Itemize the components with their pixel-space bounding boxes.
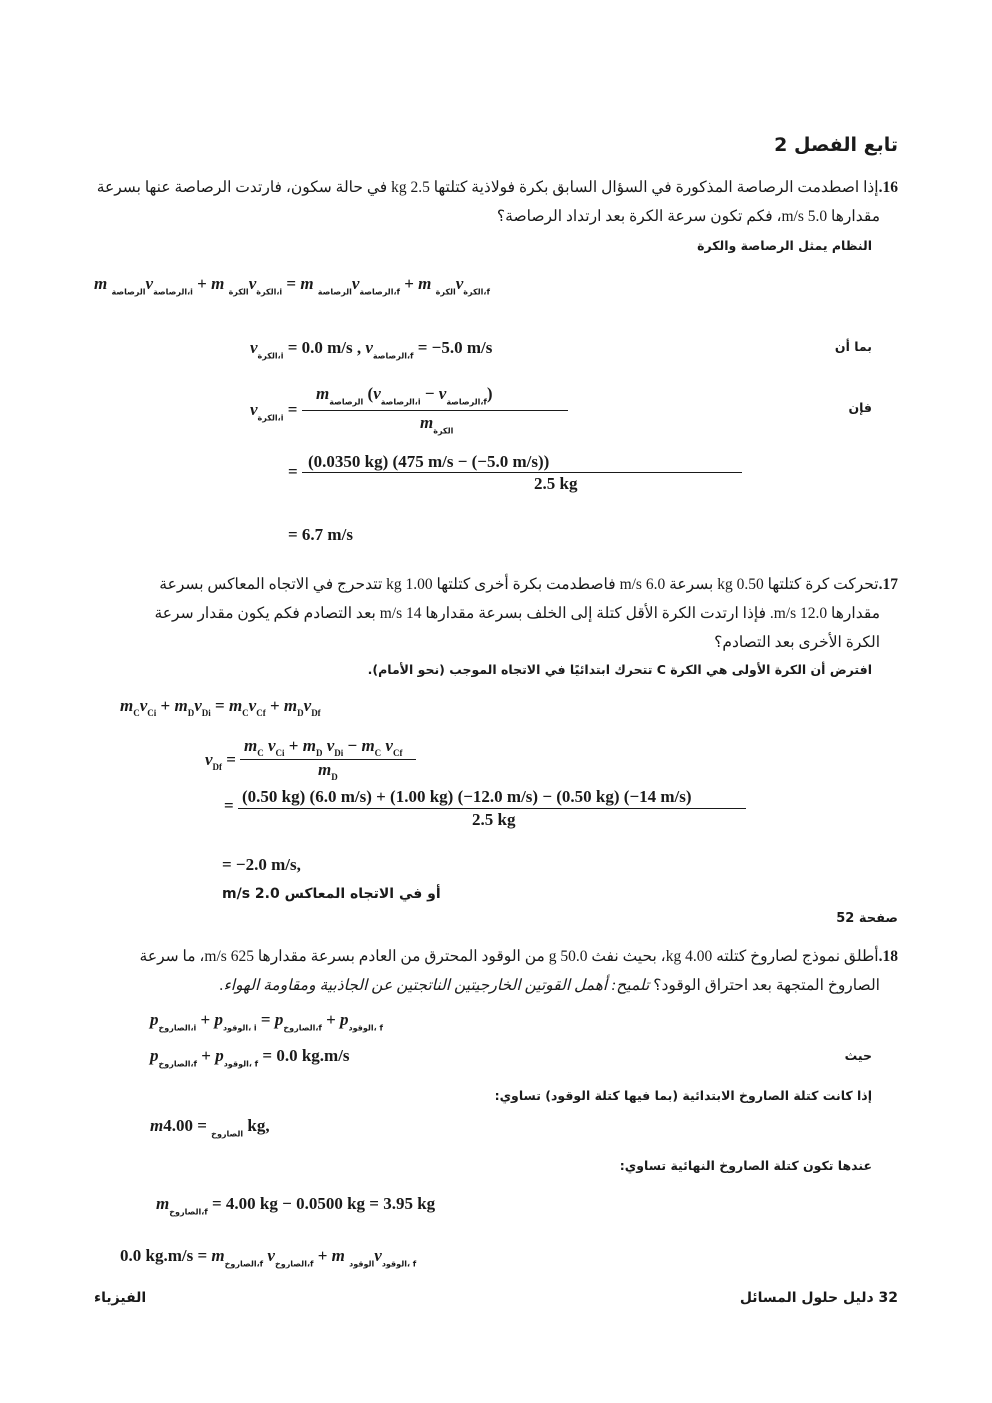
initial-mass-note: إذا كانت كتلة الصاروخ الابتدائية (بما فيها كتلة الوقود) تساوي: [494, 1088, 872, 1103]
solved-velocity-denominator: $m_{الكرة}$ [420, 413, 454, 436]
question-16-text [86, 173, 898, 231]
final-mass-equation: $m_{الصاروخ،f} = 4.00$ kg − 0.0500 kg = 3.95 kg [156, 1194, 436, 1217]
solved-velocity-lhs: $v_{Df}$ = [205, 750, 236, 772]
equals-sign: = [288, 462, 298, 481]
question-text-line: مقدارها 5.0 m/s، فكم تكون سرعة الكرة بعد ارتداد الرصاصة؟ [496, 208, 880, 225]
assumption-note: افترض أن الكرة الأولى هي الكرة C تتحرك ابتدائيًا في الاتجاه الموجب (نحو الأمام). [367, 662, 872, 677]
given-values-equation: $v_{الكرة،i} = 0.0$ m/s , $v_{الرصاصة،f} = -5.0$ m/s [250, 338, 493, 361]
solved-velocity-denominator: $m_D$ [318, 760, 338, 782]
question-text-line: إذا اصطدمت الرصاصة المذكورة في السؤال السابق بكرة فولاذية كتلتها 2.5 kg في حالة سكون، فارتدت الرصاصة عنها بسرعة [96, 179, 879, 196]
substitution-denominator: 2.5 kg [534, 474, 578, 493]
momentum-equation: $p_{الصاروخ،i} + p_{الوقود، i} = p_{الصاروخ،f} + p_{الوقود، f}$ [150, 1010, 383, 1033]
question-17-text [86, 570, 898, 657]
footer-page-label: 32 دليل حلول المسائل [739, 1290, 898, 1306]
question-text-line: الكرة الأخرى بعد التصادم؟ [714, 634, 880, 651]
question-18-text [86, 942, 898, 1000]
solved-velocity-lhs: $v_{الكرة،i}$ = [250, 400, 298, 423]
label-then: فإن [848, 400, 872, 415]
result-equation: = 6.7 m/s [288, 525, 353, 544]
page-reference: صفحة 52 [836, 911, 898, 926]
chapter-title: تابع الفصل 2 [774, 134, 898, 156]
question-text-line: الصاروخ المتجهة بعد احتراق الوقود؟ [649, 977, 880, 994]
footer-subject: الفيزياء [94, 1290, 147, 1306]
final-velocity-equation: 0.0 $kg.m/s = m_{الصاروخ،f}$ $v_{الصاروخ،f} + m$ $_{الوقود}v_{الوقود، f}$ [120, 1246, 417, 1269]
question-number: 18. [878, 948, 898, 965]
question-text-line: مقدارها 12.0 m/s. فإذا ارتدت الكرة الأقل كتلة إلى الخلف بسرعة مقدارها 14 m/s بعد التصادم فكم يكون مقدار سرعة [154, 605, 880, 622]
question-text-line: أطلق نموذج لصاروخ كتلته 4.00 kg، بحيث نفث 50.0 g من الوقود المحترق من العادم بسرعة مقدارها 625 m/s، ما سرعة [139, 948, 879, 965]
hint-text: تلميح: أهمل القوتين الخارجيتين الناتجتين عن الجاذبية ومقاومة الهواء. [219, 977, 650, 994]
solved-velocity-numerator: $m_{الرصاصة}$ $(v_{الرصاصة،i} - v_{الرصاصة،f})$ [316, 384, 493, 407]
momentum-equation: m $_{الرصاصة}v_{الرصاصة،i} + m$ $_{الكرة}v_{الكرة،i} = m$ $_{الرصاصة}v_{الرصاصة،f} + m$ $_{الكرة}v_{الكرة،f}$ [94, 274, 490, 297]
question-text-line: تحركت كرة كتلتها 0.50 kg بسرعة 6.0 m/s فاصطدمت بكرة أخرى كتلتها 1.00 kg تتدحرج في الاتجاه المعاكس بسرعة [159, 576, 879, 593]
substitution-numerator: (0.0350 kg) (475 m/s − (−5.0 m/s)) [308, 452, 550, 471]
momentum-equation: $m_Cv_{Ci} + m_Dv_{Di} = m_Cv_{Cf} + m_Dv_{Df}$ [120, 696, 321, 718]
system-note: النظام يمثل الرصاصة والكرة [697, 238, 872, 253]
label-where: حيث [844, 1048, 872, 1063]
solved-velocity-numerator: $m_C$ $v_{Ci} + m_D$ $v_{Di} - m_C$ $v_{Cf}$ [244, 736, 403, 758]
substitution-denominator: 2.5 kg [472, 810, 516, 829]
question-number: 17. [878, 576, 898, 593]
label-since: بما أن [834, 339, 872, 354]
fraction-bar [302, 410, 568, 411]
fraction-bar [302, 472, 742, 473]
question-number: 16. [878, 179, 898, 196]
fraction-bar [238, 808, 746, 809]
substitution-numerator: (0.50 kg) (6.0 m/s) + (1.00 kg) (−12.0 m/s) − (0.50 kg) (−14 m/s) [242, 787, 692, 806]
final-momentum-equation: $p_{الصاروخ،f} + p_{الوقود، f} = 0.0$ kg.m/s [150, 1046, 350, 1069]
result-direction: أو في الاتجاه المعاكس 2.0 m/s [222, 886, 441, 902]
result-equation: = −2.0 m/s, [222, 855, 301, 874]
initial-mass-equation: m $_{الصاروخ}$ = 4.00 kg, [150, 1116, 270, 1139]
final-mass-note: عندها تكون كتلة الصاروخ النهائية تساوي: [619, 1158, 872, 1173]
equals-sign: = [224, 796, 234, 815]
